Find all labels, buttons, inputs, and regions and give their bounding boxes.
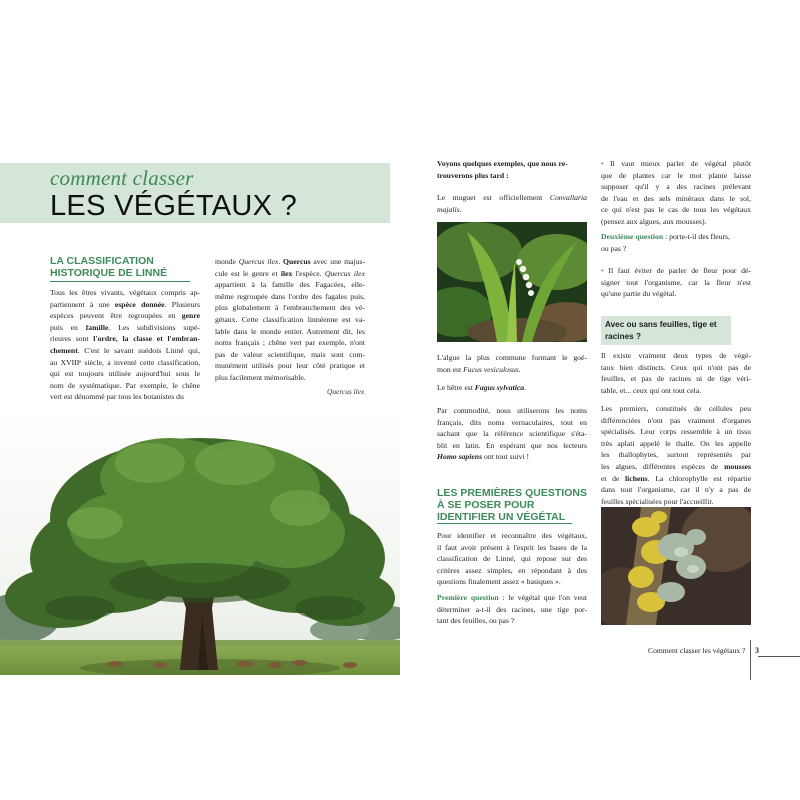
chapter-title-main: LES VÉGÉTAUX ? <box>50 190 298 222</box>
text-line: déterminer a-t-il des racines, une tige por- <box>437 604 587 614</box>
text-line: espèces peuvent être regroupées en genre <box>50 311 200 321</box>
page-number: 3 <box>755 646 759 655</box>
text-line: questions finalement assez « basiques ». <box>437 577 561 587</box>
bullet-fleur-text <box>601 265 751 300</box>
text-line: Le hêtre est Fagus sylvatica. <box>437 383 527 392</box>
second-question-text <box>601 231 751 254</box>
text-line: il faut avoir présent à l'esprit les bases de la <box>437 542 587 552</box>
footer-rule <box>758 656 800 657</box>
lily-of-the-valley-photo <box>437 222 587 342</box>
chapter-title-script: comment classer <box>50 166 194 190</box>
section-heading-line: IDENTIFIER UN VÉGÉTAL <box>437 511 566 523</box>
text-line: français, dits noms vernaculaires, tout en <box>437 417 587 427</box>
section-heading-classification <box>50 255 167 279</box>
text-line: différenciées n'ont pas vraiment d'organes <box>601 415 751 425</box>
text-line: ou pas ? <box>601 243 627 253</box>
text-line: qui est toujours utilisée aujourd'hui sous le <box>50 369 200 379</box>
text-line: Il existe vraiment deux types de végé- <box>601 351 751 360</box>
text-line: Les premiers, constitués de cellules peu <box>601 404 751 413</box>
text-line: Pour identifier et reconnaître des végétaux, <box>437 531 587 540</box>
text-line: gétaux. Cette classification linnéenne est va- <box>215 314 365 324</box>
section-heading-questions <box>437 487 597 523</box>
text-line: les thallophytes, surtout représentés par <box>601 450 751 460</box>
hetre-text <box>437 382 587 394</box>
text-line: noms français ; chêne vert par exemple, n'ont <box>215 338 365 348</box>
text-line: majalis. <box>437 204 462 214</box>
text-line: monde Quercus ilex. Quercus avec une majus- <box>215 257 366 266</box>
oak-tree-photo <box>0 408 400 675</box>
text-line: vert est dénommé par tous les botanistes du <box>50 392 184 402</box>
text-line: Le muguet est officiellement Convallaria <box>437 193 587 202</box>
text-line: Deuxième question : porte-t-il des fleurs, <box>601 232 730 241</box>
text-line: classification de Linné, qui repose sur des <box>437 554 587 564</box>
text-line: spécialisés. Leur corps ressemble à un tissu <box>601 427 751 437</box>
text-line: lable dans le monde entier. Autrement dit, les <box>215 326 365 336</box>
text-line: puis en famille. Les subdivisions supé- <box>50 322 200 332</box>
text-line: signer tout l'organisme, car la fleur n'est <box>601 277 751 287</box>
section-heading-line: LES PREMIÈRES QUESTIONS <box>437 487 587 499</box>
text-line: (pensez aux algues, aux mousses). <box>601 216 707 226</box>
text-line: les algues, différentes espèces de mousses <box>601 461 751 471</box>
text-line: tant des feuilles, ou pas ? <box>437 616 515 626</box>
first-question-text <box>437 592 587 627</box>
intro-line: trouverons plus tard : <box>437 170 509 180</box>
text-line: qu'une partie du végétal. <box>601 289 677 299</box>
text-line: appartient à la famille des Fagacées, elle- <box>215 280 365 290</box>
text-line: de l'eau et des sels minéraux dans le sol, <box>601 193 751 203</box>
photo-caption: Quercus ilex <box>327 387 365 396</box>
text-line: • Il faut éviter de parler de fleur pour dé- <box>601 266 751 275</box>
text-column-2 <box>215 256 365 384</box>
text-line: Tous les êtres vivants, végétaux compris ap- <box>50 288 200 297</box>
section-heading-line: HISTORIQUE DE LINNÉ <box>50 267 168 279</box>
types-paragraph <box>601 350 751 396</box>
text-line: taux bien distincts. Ceux qui n'ont pas de <box>601 362 751 372</box>
algue-text <box>437 352 587 375</box>
text-line: Homo sapiens ont tout suivi ! <box>437 452 530 462</box>
text-line: pas de valeur scientifique, mais sont com- <box>215 349 365 359</box>
text-line: feuilles, et pas de racines ni de tige véri- <box>601 374 751 384</box>
thallophytes-paragraph <box>601 403 751 507</box>
section-rule <box>437 523 572 524</box>
text-line: supposer qu'il y a des racines prélevant <box>601 182 751 192</box>
boxed-subheading: Avec ou sans feuilles, tige et racines ? <box>601 316 731 345</box>
text-column-1 <box>50 287 200 403</box>
text-line: plus globalement à l'embranchement des vé- <box>215 303 365 313</box>
text-line: ce qui n'est pas le cas de tous les végétaux <box>601 205 751 215</box>
text-line: même regroupée dans l'ordre des fagales puis, <box>215 291 365 301</box>
text-line: chement. C'est le savant suédois Linné qui, <box>50 345 200 355</box>
text-line: L'algue la plus commune formant le goë- <box>437 353 587 362</box>
text-line: mon est Fucus vesiculosus. <box>437 364 521 374</box>
bullet-vegetal-text <box>601 158 751 228</box>
text-line: table, et... ceux qui ont tout cela. <box>601 385 702 395</box>
section-rule <box>50 281 190 282</box>
text-line: plus facilement mémorisable. <box>215 372 306 382</box>
intro-line: Voyons quelques exemples, que nous re- <box>437 159 568 168</box>
text-line: nom de systématique. Par exemple, le chêne <box>50 380 200 390</box>
text-line: cule est le genre et ilex l'espèce. Quercus ilex <box>215 268 365 278</box>
text-line: rieures sont l'ordre, la classe et l'embran- <box>50 334 201 344</box>
running-title: Comment classer les végétaux ? <box>648 646 746 655</box>
footer-divider <box>750 640 751 680</box>
text-line: au XVIIIᵉ siècle, a inventé cette classification, <box>50 357 200 367</box>
text-line: sachant que la référence scientifique s'éta- <box>437 429 587 439</box>
text-line: critères assez simples, en répondant à des <box>437 565 587 575</box>
text-line: munément utilisés pour leur côté pratique et <box>215 361 365 371</box>
text-line: et de lichens. La chlorophylle est répartie <box>601 473 751 483</box>
text-line: dans tout l'organisme, car il n'y a pas de <box>601 485 751 495</box>
question-label: Deuxième question <box>601 232 664 241</box>
questions-intro-text <box>437 530 587 588</box>
text-line: Par commodité, nous utiliserons les noms <box>437 406 587 415</box>
text-line: que de plantes car le mot plante laisse <box>601 170 751 180</box>
section-heading-line: LA CLASSIFICATION <box>50 255 154 267</box>
text-line: feuilles spécialisées pour l'accueillir. <box>601 496 714 506</box>
intro-text <box>437 158 587 181</box>
lichen-photo <box>601 507 751 625</box>
text-line: très aplati appelé le thalle. On les appelle <box>601 438 751 448</box>
question-label: Première question <box>437 593 499 602</box>
muguet-text <box>437 192 587 215</box>
text-line: blit en latin. En espérant que nos lecteurs <box>437 440 587 450</box>
section-heading-line: À SE POSER POUR <box>437 499 535 511</box>
commodite-paragraph <box>437 405 587 463</box>
text-line: partiennent à une espèce donnée. Plusieurs <box>50 299 200 309</box>
text-line: • Il vaut mieux parler de végétal plutôt <box>601 159 751 168</box>
text-line: Première question : le végétal que l'on veut <box>437 593 587 602</box>
